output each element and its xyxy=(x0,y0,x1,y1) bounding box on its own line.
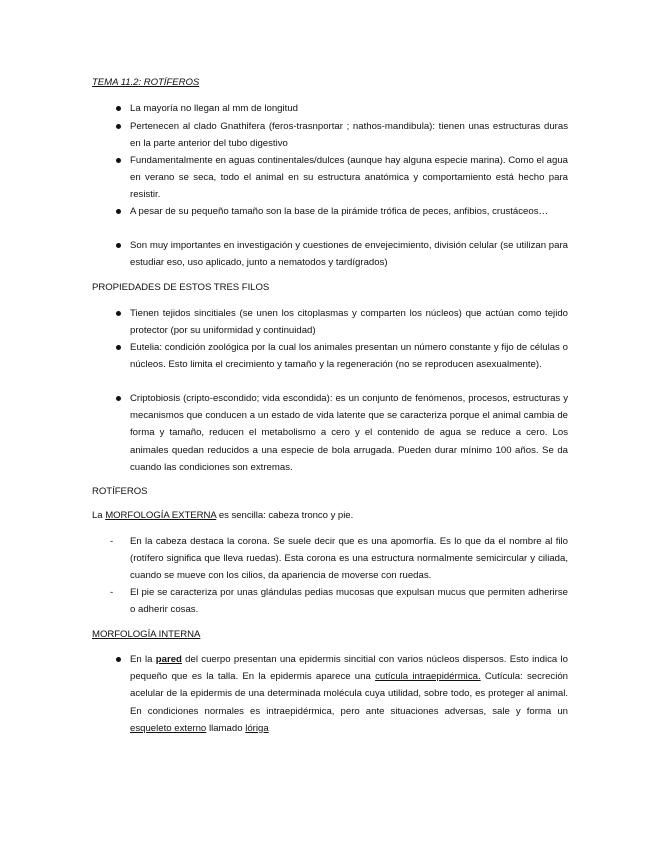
loriga-term: lóriga xyxy=(245,722,269,734)
internal-morphology-heading: MORFOLOGÍA INTERNA xyxy=(92,629,201,640)
list-item: Tienen tejidos sincitiales (se unen los citoplasmas y comparten los núcleos) que actúan como tejido protector (por su uniformidad y continuidad) xyxy=(92,305,568,339)
bullet-icon xyxy=(116,311,121,316)
list-item: Fundamentalmente en aguas continentales/dulces (aunque hay alguna especie marina). Como el agua en verano se seca, todo el animal en su estructura anatómica y comportamiento está hecho para resistir. xyxy=(92,152,568,204)
list-item: Pertenecen al clado Gnathifera (feros-trasnportar ; nathos-mandibula): tienen unas estructuras duras en la parte anterior del tubo digestivo xyxy=(92,118,568,152)
bullet-icon xyxy=(116,209,121,214)
esqueleto-term: esqueleto externo xyxy=(130,722,207,734)
list-item: Criptobiosis (cripto-escondido; vida escondida): es un conjunto de fenómenos, procesos, estructuras y mecanismos que conducen a un estado de vida latente que se caracteriza porque el animal cambia de forma y tamaño, reducen el metabolismo a cero y el contenido de agua se reduce a cero. Los animales quedan reducidos a una especie de bola arrugada. Pueden durar mínimo 100 años. Se da cuando las condiciones son extremas. xyxy=(92,390,568,476)
list-item: En la pared del cuerpo presentan una epidermis sincitial con varios núcleos dispersos. Esto indica lo pequeño que es la talla. En la epidermis aparece una cutícula intraepidérmica. Cutícula: secreción acelular de la epidermis de una determinada molécula cuya utilidad, sobre todo, es proteger al animal. En condiciones normales es intraepidérmica, pero ante situaciones adversas, sale y forma un esqueleto externo llamado lóriga xyxy=(92,651,568,737)
pared-term: pared xyxy=(155,654,182,665)
list-item: A pesar de su pequeño tamaño son la base de la pirámide trófica de peces, anfibios, crustáceos… xyxy=(92,203,568,220)
list-item: La mayoría no llegan al mm de longitud xyxy=(92,100,568,117)
rotiferos-heading: ROTÍFEROS xyxy=(92,486,148,497)
bullet-icon xyxy=(116,243,121,248)
bullet-icon xyxy=(116,657,121,662)
dash-item: - El pie se caracteriza por unas glándulas pedias mucosas que expulsan mucus que permiten adherirse o adherir cosas. xyxy=(92,584,568,618)
bullet-icon xyxy=(116,124,121,129)
cuticula-term: cutícula intraepidérmica. xyxy=(375,671,481,683)
bullet-icon xyxy=(116,106,121,111)
dash-marker: - xyxy=(110,587,114,598)
bullet-icon xyxy=(116,396,121,401)
properties-heading: PROPIEDADES DE ESTOS TRES FILOS xyxy=(92,282,270,293)
dash-item: - En la cabeza destaca la corona. Se suele decir que es una apomorfía. Es lo que da el nombre al filo (rotífero significa que lleva ruedas). Esta corona es una estructura normalmente semicircular y ciliada, cuando se mueve con los cilios, da apariencia de moverse con ruedas. xyxy=(92,533,568,585)
document-title: TEMA 11.2: ROTÍFEROS xyxy=(92,77,200,88)
bullet-icon xyxy=(116,158,121,163)
bullet-icon xyxy=(116,345,121,350)
list-item: Son muy importantes en investigación y cuestiones de envejecimiento, división celular (se utilizan para estudiar eso, uso aplicado, junto a nematodos y tardígrados) xyxy=(92,237,568,271)
external-morphology-line: La MORFOLOGÍA EXTERNA es sencilla: cabeza tronco y pie. xyxy=(92,510,354,521)
list-item: Eutelia: condición zoológica por la cual los animales presentan un número constante y fijo de células o núcleos. Esto limita el crecimiento y tamaño y la regeneración (no se reproducen asexualmente). xyxy=(92,339,568,373)
dash-marker: - xyxy=(110,536,114,547)
